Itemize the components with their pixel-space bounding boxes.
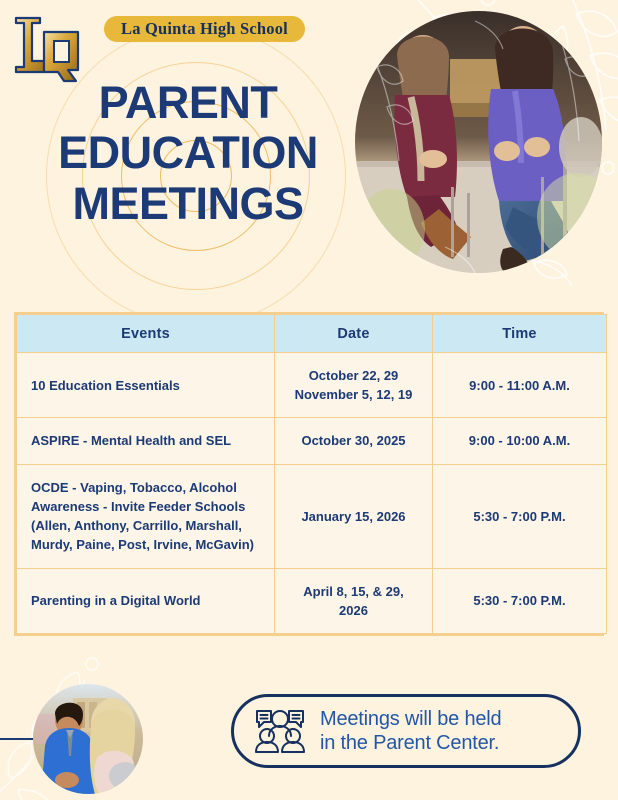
title-line-2: EDUCATION	[58, 127, 318, 179]
school-name-label: La Quinta High School	[121, 19, 288, 38]
cell-event: ASPIRE - Mental Health and SEL	[17, 418, 275, 464]
table-row	[17, 353, 607, 418]
title-line-3: MEETINGS	[72, 177, 304, 229]
date-line: October 22, 29	[308, 368, 399, 383]
school-name-badge	[104, 16, 305, 42]
cell-time: 5:30 - 7:00 P.M.	[433, 464, 607, 568]
column-header-date: Date	[275, 315, 433, 353]
table-row	[17, 464, 607, 568]
note-line-1: Meetings will be held	[320, 708, 502, 730]
cell-date: January 15, 2026	[275, 464, 433, 568]
people-speech-bubbles-icon	[254, 708, 306, 754]
parent-center-note	[231, 694, 581, 768]
cell-date	[275, 353, 433, 418]
table-row	[17, 568, 607, 633]
events-table	[14, 312, 604, 636]
parent-center-note-text	[320, 707, 501, 755]
column-header-time: Time	[433, 315, 607, 353]
cell-event: Parenting in a Digital World	[17, 568, 275, 633]
cell-date: April 8, 15, & 29, 2026	[275, 568, 433, 633]
cell-event: OCDE - Vaping, Tobacco, Alcohol Awareness - Invite Feeder Schools (Allen, Anthony, Carrillo, Marshall, Murdy, Paine, Post, Irvine, McGavin)	[17, 464, 275, 568]
note-line-2: in the Parent Center.	[320, 732, 500, 754]
cell-time: 9:00 - 11:00 A.M.	[433, 353, 607, 418]
cell-time: 5:30 - 7:00 P.M.	[433, 568, 607, 633]
hero-photo	[355, 11, 602, 273]
title-line-1: PARENT	[98, 77, 278, 128]
footer-photo	[33, 684, 143, 794]
table-body	[17, 353, 607, 634]
cell-date: October 30, 2025	[275, 418, 433, 464]
date-line: November 5, 12, 19	[294, 387, 413, 403]
page-title	[18, 78, 358, 229]
cell-event: 10 Education Essentials	[17, 353, 275, 418]
table-header-row	[17, 315, 607, 353]
column-header-events: Events	[17, 315, 275, 353]
cell-time: 9:00 - 10:00 A.M.	[433, 418, 607, 464]
table-row	[17, 418, 607, 464]
